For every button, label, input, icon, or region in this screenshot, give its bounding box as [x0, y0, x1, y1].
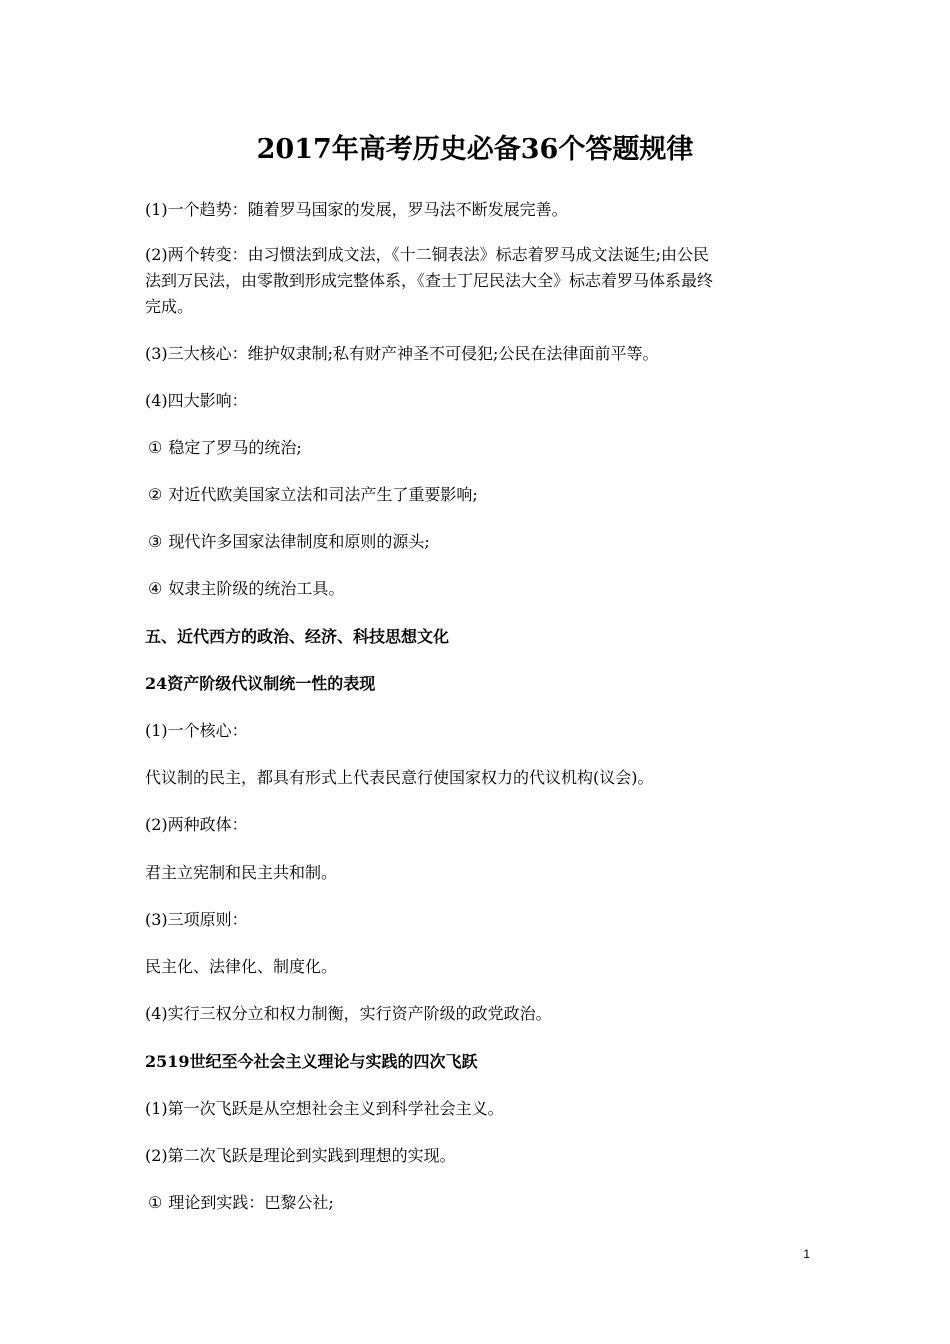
- paragraph: 君主立宪制和民主共和制。: [145, 863, 338, 882]
- paragraph: (4)四大影响：: [145, 391, 248, 410]
- list-item-text: 奴隶主阶级的统治工具。: [168, 579, 345, 598]
- list-item-text: 对近代欧美国家立法和司法产生了重要影响;: [168, 485, 478, 504]
- paragraph: 完成。: [145, 297, 194, 316]
- paragraph: (1)第一次飞跃是从空想社会主义到科学社会主义。: [145, 1099, 504, 1118]
- paragraph: (1)一个核心：: [145, 721, 248, 740]
- section-heading: 五、近代西方的政治、经济、科技思想文化: [145, 627, 450, 646]
- circled-number-marker: ①: [148, 1193, 163, 1212]
- paragraph: 法到万民法，由零散到形成完整体系，《查士丁尼民法大全》标志着罗马体系最终: [145, 271, 714, 290]
- circled-number-marker: ①: [148, 438, 163, 457]
- page-number: 1: [803, 1247, 810, 1261]
- paragraph: (2)两个转变：由习惯法到成文法，《十二铜表法》标志着罗马成文法诞生;由公民: [145, 245, 710, 264]
- list-item: [148, 1190, 813, 1216]
- paragraph: (4)实行三权分立和权力制衡，实行资产阶级的政党政治。: [145, 1004, 552, 1023]
- circled-number-marker: ②: [148, 485, 163, 504]
- paragraph: (2)第二次飞跃是理论到实践到理想的实现。: [145, 1146, 456, 1165]
- paragraph: (2)两种政体：: [145, 815, 248, 834]
- document-title: 2017年高考历史必备36个答题规律: [256, 134, 694, 165]
- circled-number-marker: ③: [148, 532, 163, 551]
- paragraph: 代议制的民主，都具有形式上代表民意行使国家权力的代议机构(议会)。: [145, 768, 654, 787]
- paragraph: 民主化、法律化、制度化。: [145, 957, 338, 976]
- subsection-heading: 24资产阶级代议制统一性的表现: [145, 674, 376, 693]
- paragraph: (3)三项原则：: [145, 910, 248, 929]
- paragraph: (1)一个趋势：随着罗马国家的发展，罗马法不断发展完善。: [145, 200, 568, 219]
- list-item: [148, 576, 813, 602]
- paragraph: (3)三大核心：维护奴隶制;私有财产神圣不可侵犯;公民在法律面前平等。: [145, 344, 659, 363]
- list-item-text: 稳定了罗马的统治;: [168, 438, 302, 457]
- list-item: [148, 482, 813, 508]
- list-item-text: 理论到实践：巴黎公社;: [168, 1193, 334, 1212]
- circled-number-marker: ④: [148, 579, 163, 598]
- list-item-text: 现代许多国家法律制度和原则的源头;: [168, 532, 430, 551]
- subsection-heading: 2519世纪至今社会主义理论与实践的四次飞跃: [145, 1052, 478, 1071]
- list-item: [148, 529, 813, 555]
- list-item: [148, 435, 813, 461]
